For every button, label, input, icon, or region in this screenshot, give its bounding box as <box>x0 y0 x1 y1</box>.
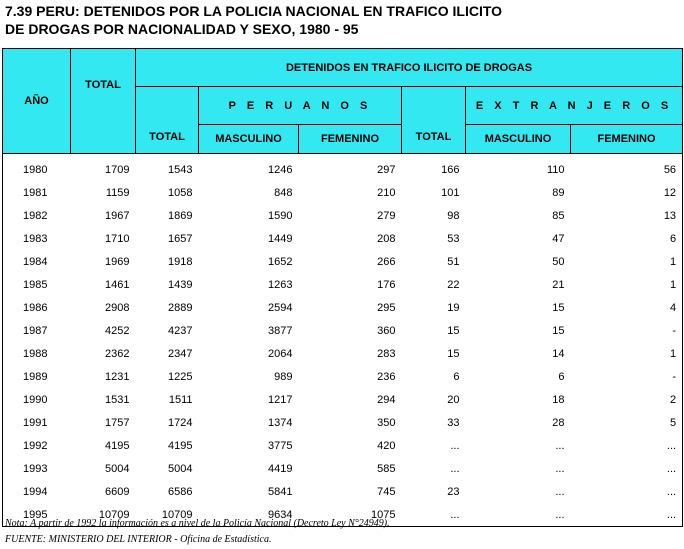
table-row <box>3 388 683 411</box>
table-cell: 1657 <box>168 232 193 245</box>
table-cell: 1543 <box>168 163 193 176</box>
table-row <box>3 181 683 204</box>
table-cell: 2362 <box>105 347 130 360</box>
table-cell: ... <box>571 434 683 457</box>
header-total: TOTAL <box>71 49 136 154</box>
table-cell: 4252 <box>105 324 130 337</box>
table-row <box>3 250 683 273</box>
table-cell: 2594 <box>268 301 293 314</box>
table-cell: 236 <box>377 370 396 383</box>
table-cell: 13 <box>571 204 683 227</box>
table-cell: 53 <box>447 232 460 245</box>
table-cell: 5841 <box>268 485 293 498</box>
table-cell: 1531 <box>105 393 130 406</box>
table-cell: 6 <box>453 370 460 383</box>
table-cell: 176 <box>377 278 396 291</box>
table-body <box>3 154 683 527</box>
table-cell: 33 <box>447 416 460 429</box>
table-cell: 2064 <box>268 347 293 360</box>
table-cell: 1724 <box>168 416 193 429</box>
table-cell: 745 <box>377 485 396 498</box>
table-row <box>3 319 683 342</box>
table-cell: 166 <box>441 163 460 176</box>
table-cell: 15 <box>552 324 565 337</box>
row-year: 1980 <box>3 154 71 182</box>
table-cell: 4237 <box>168 324 193 337</box>
table-cell: ... <box>571 457 683 480</box>
table-cell: 4 <box>571 296 683 319</box>
table-cell: - <box>571 319 683 342</box>
table-cell: 6609 <box>105 485 130 498</box>
table-cell: ... <box>555 485 565 498</box>
row-year: 1986 <box>3 296 71 319</box>
table-cell: 1710 <box>105 232 130 245</box>
header-extranjeros: E X T R A N J E R O S <box>466 87 683 125</box>
header-group: DETENIDOS EN TRAFICO ILICITO DE DROGAS <box>136 49 683 87</box>
table-cell: 28 <box>552 416 565 429</box>
table-cell: 1 <box>571 342 683 365</box>
row-year: 1987 <box>3 319 71 342</box>
table-cell: 266 <box>377 255 396 268</box>
table-cell: ... <box>402 503 466 527</box>
table-cell: ... <box>571 503 683 527</box>
table-cell: 1231 <box>105 370 130 383</box>
table-cell: 21 <box>552 278 565 291</box>
table-cell: 210 <box>377 186 396 199</box>
table-cell: 1869 <box>168 209 193 222</box>
table-cell: 1969 <box>105 255 130 268</box>
table-cell: 294 <box>377 393 396 406</box>
table-cell: 15 <box>447 324 460 337</box>
table-cell: 19 <box>447 301 460 314</box>
table-cell: 1511 <box>168 393 193 406</box>
title-line-1: 7.39 PERU: DETENIDOS POR LA POLICIA NACIONAL EN TRAFICO ILICITO <box>5 3 503 19</box>
table-row <box>3 154 683 182</box>
row-year: 1983 <box>3 227 71 250</box>
row-year: 1994 <box>3 480 71 503</box>
table-row <box>3 204 683 227</box>
table-cell: 848 <box>274 186 293 199</box>
table-row <box>3 411 683 434</box>
table-row <box>3 480 683 503</box>
table-cell: 279 <box>377 209 396 222</box>
table-cell: 297 <box>377 163 396 176</box>
header-extranjeros-masculino: MASCULINO <box>466 125 571 154</box>
table-cell: 1 <box>571 250 683 273</box>
table-row <box>3 296 683 319</box>
table-row <box>3 273 683 296</box>
table-cell: 2 <box>571 388 683 411</box>
table-cell: 89 <box>552 186 565 199</box>
row-year: 1990 <box>3 388 71 411</box>
table-cell: 3775 <box>268 439 293 452</box>
row-year: 1989 <box>3 365 71 388</box>
table-cell: 3877 <box>268 324 293 337</box>
source-text: FUENTE: MINISTERIO DEL INTERIOR - Oficina de Estadística. <box>5 534 272 545</box>
table-cell: ... <box>466 503 571 527</box>
header-peruanos-femenino: FEMENINO <box>299 125 402 154</box>
table-cell: 1652 <box>268 255 293 268</box>
table-cell: 2908 <box>105 301 130 314</box>
table-cell: 20 <box>447 393 460 406</box>
row-year: 1981 <box>3 181 71 204</box>
header-anio: AÑO <box>3 49 71 154</box>
table-cell: 10709 <box>136 503 199 527</box>
table-row <box>3 434 683 457</box>
table-cell: 9634 <box>199 503 299 527</box>
row-year: 1995 <box>3 503 71 527</box>
table-cell: 51 <box>447 255 460 268</box>
header-peruanos-total: TOTAL <box>136 87 199 154</box>
row-year: 1992 <box>3 434 71 457</box>
table-cell: ... <box>555 462 565 475</box>
table-cell: 4195 <box>105 439 130 452</box>
table-row <box>3 342 683 365</box>
table-cell: 23 <box>447 485 460 498</box>
table-cell: 56 <box>571 154 683 182</box>
table-cell: 1757 <box>105 416 130 429</box>
table-cell: 1590 <box>268 209 293 222</box>
table-cell: 1246 <box>268 163 293 176</box>
table-cell: 420 <box>377 439 396 452</box>
header-peruanos-masculino: MASCULINO <box>199 125 299 154</box>
table-cell: 14 <box>552 347 565 360</box>
note-text: Nota: A partir de 1992 la información es a nivel de la Policía Nacional (Decreto Ley N°24949). <box>5 518 390 529</box>
row-year: 1988 <box>3 342 71 365</box>
data-table <box>2 48 683 527</box>
table-cell: 5 <box>571 411 683 434</box>
table-cell: 110 <box>546 163 565 176</box>
table-cell: 1 <box>571 273 683 296</box>
table-cell: 1449 <box>268 232 293 245</box>
row-year: 1982 <box>3 204 71 227</box>
table-cell: 1159 <box>105 186 130 199</box>
table-cell: 1075 <box>299 503 402 527</box>
table-cell: 2889 <box>168 301 193 314</box>
table-cell: 6 <box>558 370 565 383</box>
header-extranjeros-total: TOTAL <box>402 87 466 154</box>
row-year: 1984 <box>3 250 71 273</box>
table-cell: 50 <box>552 255 565 268</box>
table-row <box>3 365 683 388</box>
table-title <box>5 2 502 38</box>
table-cell: 1058 <box>168 186 193 199</box>
table-cell: 1225 <box>168 370 193 383</box>
table-cell: 10709 <box>71 503 136 527</box>
table-row <box>3 457 683 480</box>
table-cell: 350 <box>377 416 396 429</box>
table-cell: 15 <box>552 301 565 314</box>
table-cell: 5004 <box>105 462 130 475</box>
table-cell: 1967 <box>105 209 130 222</box>
table-cell: 1439 <box>168 278 193 291</box>
table-cell: 295 <box>377 301 396 314</box>
table-cell: 1263 <box>268 278 293 291</box>
table-cell: 4419 <box>268 462 293 475</box>
table-cell: 18 <box>552 393 565 406</box>
table-cell: ... <box>450 439 460 452</box>
row-year: 1991 <box>3 411 71 434</box>
title-line-2: DE DROGAS POR NACIONALIDAD Y SEXO, 1980 - 95 <box>5 21 359 37</box>
table-cell: 283 <box>377 347 396 360</box>
table-cell: 4195 <box>168 439 193 452</box>
table-cell: 208 <box>377 232 396 245</box>
table-cell: ... <box>450 462 460 475</box>
table-cell: 585 <box>377 462 396 475</box>
header-extranjeros-femenino: FEMENINO <box>571 125 683 154</box>
table-cell: 101 <box>441 186 460 199</box>
table-cell: 2347 <box>168 347 193 360</box>
table-cell: 1374 <box>268 416 293 429</box>
table-cell: ... <box>555 439 565 452</box>
table-cell: 85 <box>552 209 565 222</box>
table-cell: ... <box>571 480 683 503</box>
table-cell: 6 <box>571 227 683 250</box>
table-cell: 1918 <box>168 255 193 268</box>
header-peruanos: P E R U A N O S <box>199 87 402 125</box>
table-cell: 360 <box>377 324 396 337</box>
table-cell: 1217 <box>268 393 293 406</box>
table-cell: 5004 <box>168 462 193 475</box>
table-cell: 15 <box>447 347 460 360</box>
table-cell: 989 <box>274 370 293 383</box>
table-row <box>3 227 683 250</box>
table-cell: 47 <box>552 232 565 245</box>
table-cell: 98 <box>447 209 460 222</box>
table-cell: 1709 <box>105 163 130 176</box>
table-cell: 12 <box>571 181 683 204</box>
table-cell: 6586 <box>168 485 193 498</box>
table-cell: - <box>571 365 683 388</box>
table-cell: 22 <box>447 278 460 291</box>
row-year: 1993 <box>3 457 71 480</box>
row-year: 1985 <box>3 273 71 296</box>
table-cell: 1461 <box>105 278 130 291</box>
